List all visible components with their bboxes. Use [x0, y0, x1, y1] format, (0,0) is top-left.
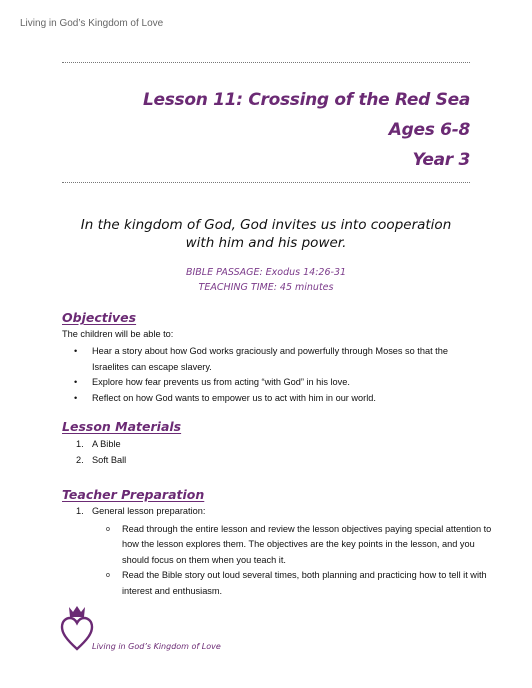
theme-line-2: with him and his power. — [185, 235, 347, 251]
list-item: 1. A Bible — [76, 439, 121, 449]
running-header: Living in God’s Kingdom of Love — [20, 18, 164, 29]
teaching-time: TEACHING TIME: 45 minutes — [198, 282, 334, 293]
list-item: o Read through the entire lesson and review the lesson objectives paying special attention to how the lesson explores them. The objectives are the key points in the lesson, and you should focus on them when you teach it. — [106, 523, 492, 565]
material-label: A Bible — [92, 439, 121, 449]
preparation-label: General lesson preparation: — [92, 506, 206, 516]
list-item: 1. General lesson preparation: o Read through the entire lesson and review the lesson objectives paying special attention to how the lesson explores them. The objectives are the key points in the lesson, and you should focus on them when you teach it. o Read the Bible story out loud several times, both planning and practicing how to tell it with interest and enthusiasm. — [62, 504, 502, 599]
list-item: • Reflect on how God wants to empower us to act with him in our world. — [62, 391, 472, 407]
objectives-list — [62, 344, 472, 406]
materials-heading: Lesson Materials — [62, 419, 182, 434]
objectives-heading: Objectives — [62, 310, 137, 325]
age-range: Ages 6-8 — [388, 120, 470, 140]
preparation-sublist — [92, 522, 502, 600]
bible-passage: BIBLE PASSAGE: Exodus 14:26-31 — [185, 267, 347, 278]
crowned-heart-icon — [60, 605, 94, 656]
sub-item-text: Read through the entire lesson and review the lesson objectives paying special attention to how the lesson explores them. The objectives are the key points in the lesson, and you should focus on them when you teach it. — [122, 523, 492, 565]
footer-text: Living in God’s Kingdom of Love — [92, 642, 221, 651]
year-label: Year 3 — [412, 150, 470, 170]
preparation-heading: Teacher Preparation — [62, 487, 205, 502]
lesson-title: Lesson 11: Crossing of the Red Sea — [142, 90, 470, 110]
theme-line-1: In the kingdom of God, God invites us into cooperation — [80, 217, 452, 233]
list-item: • Explore how fear prevents us from acting “with God” in his love. — [62, 375, 472, 391]
material-label: Soft Ball — [92, 454, 127, 465]
preparation-list — [62, 504, 502, 599]
title-block — [143, 92, 470, 169]
sub-item-text: Read the Bible story out loud several times, both planning and practicing how to tell it with interest and enthusiasm. — [122, 570, 487, 596]
list-item: o Read the Bible story out loud several times, both planning and practicing how to tell it with interest and enthusiasm. — [106, 570, 487, 596]
lesson-theme — [62, 216, 470, 252]
list-item: 2. Soft Ball — [76, 454, 127, 465]
top-divider — [62, 62, 470, 63]
materials-list — [62, 437, 126, 468]
list-item: • Hear a story about how God works graciously and powerfully through Moses so that the Israelites can escape slavery. — [62, 344, 472, 375]
passage-info — [62, 265, 470, 295]
bottom-divider — [62, 182, 470, 183]
objectives-intro: The children will be able to: — [62, 329, 174, 339]
